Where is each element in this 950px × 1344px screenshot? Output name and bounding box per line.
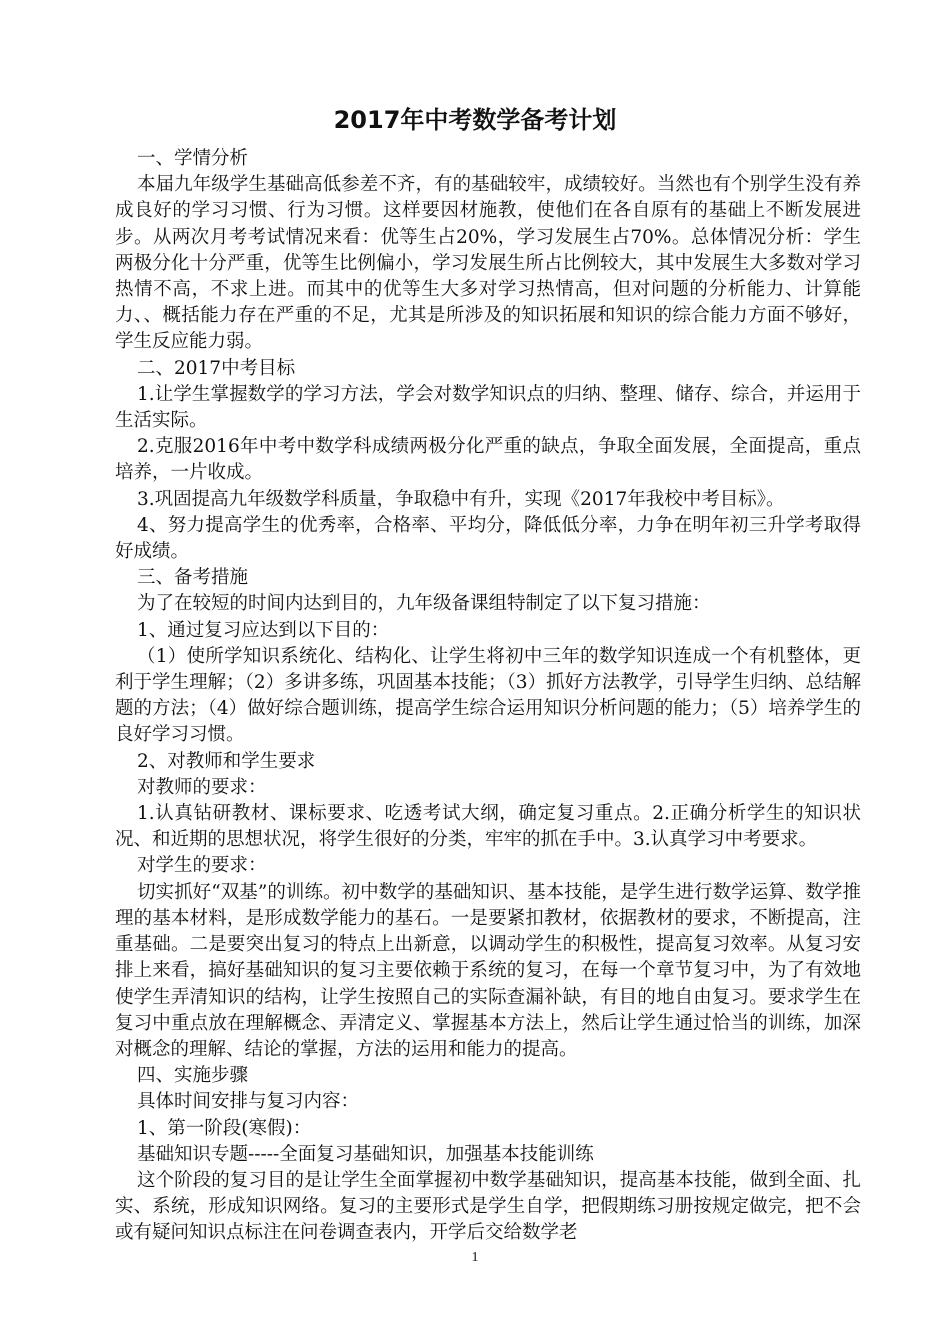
section-heading-3: 三、备考措施: [137, 567, 249, 589]
paragraph: 对教师的要求：: [137, 776, 267, 798]
paragraph: 4、努力提高学生的优秀率，合格率、平均分，降低低分率，力争在明年初三升学考取得好成绩。: [115, 514, 861, 563]
paragraph: 2.克服2016年中考中数学科成绩两极分化严重的缺点，争取全面发展，全面提高，重点培养，一片收成。: [115, 436, 861, 484]
subheading: 2、对教师和学生要求: [137, 750, 316, 772]
subheading: 1、第一阶段(寒假)：: [137, 1117, 312, 1139]
paragraph: 1.让学生掌握数学的学习方法，学会对数学知识点的归纳、整理、储存、综合，并运用于生活实际。: [115, 383, 861, 432]
paragraph: 这个阶段的复习目的是让学生全面掌握初中数学基础知识，提高基本技能，做到全面、扎实、系统，形成知识网络。复习的主要形式是学生自学，把假期练习册按规定做完，把不会或有疑问知识点标注在问卷调查表内，开学后交给数学老: [115, 1169, 861, 1244]
document-body: [115, 146, 861, 1247]
section-heading-4: 四、实施步骤: [137, 1065, 249, 1087]
section-heading-1: 一、学情分析: [137, 148, 249, 169]
document-title: 2017年中考数学备考计划: [333, 106, 617, 134]
paragraph: 切实抓好“双基”的训练。初中数学的基础知识、基本技能，是学生进行数学运算、数学推理的基本材料，是形成数学能力的基石。一是要紧扣教材，依据教材的要求，不断提高，注重基础。二是要突出复习的特点上出新意，以调动学生的积极性，提高复习效率。从复习安排上来看，搞好基础知识的复习主要依赖于系统的复习，在每一个章节复习中，为了有效地使学生弄清知识的结构，让学生按照自己的实际查漏补缺，有目的地自由复习。要求学生在复习中重点放在理解概念、弄清定义、掌握基本方法上，然后让学生通过恰当的训练，加深对概念的理解、结论的掌握，方法的运用和能力的提高。: [115, 881, 861, 1060]
page-number: 1: [471, 1250, 479, 1265]
paragraph: 本届九年级学生基础高低参差不齐，有的基础较牢，成绩较好。当然也有个别学生没有养成良好的学习习惯、行为习惯。这样要因材施教，使他们在各自原有的基础上不断发展进步。从两次月考考试情况来看：优等生占20%，学习发展生占70%。总体情况分析：学生两极分化十分严重，优等生比例偏小，学习发展生所占比例较大，其中发展生大多数对学习热情不高，不求上进。而其中的优等生大多对学习热情高，但对问题的分析能力、计算能力、、概括能力存在严重的不足，尤其是所涉及的知识拓展和知识的综合能力方面不够好，学生反应能力弱。: [115, 174, 861, 353]
paragraph: 对学生的要求：: [137, 855, 267, 877]
paragraph: 基础知识专题-----全面复习基础知识，加强基本技能训练: [137, 1143, 594, 1165]
paragraph: 3.巩固提高九年级数学科质量，争取稳中有升，实现《2017年我校中考目标》。: [137, 488, 785, 510]
paragraph: 为了在较短的时间内达到目的，九年级备课组特制定了以下复习措施：: [137, 593, 711, 615]
paragraph: 具体时间安排与复习内容：: [137, 1091, 360, 1113]
subheading: 1、通过复习应达到以下目的：: [137, 619, 390, 641]
paragraph: （1）使所学知识系统化、结构化、让学生将初中三年的数学知识连成一个有机整体，更利于学生理解；（2）多讲多练，巩固基本技能；（3）抓好方法教学，引导学生归纳、总结解题的方法；（4）做好综合题训练，提高学生综合运用知识分析问题的能力；（5）培养学生的良好学习习惯。: [115, 645, 861, 746]
section-heading-2: 二、2017中考目标: [137, 357, 296, 379]
paragraph: 1.认真钻研教材、课标要求、吃透考试大纲，确定复习重点。2.正确分析学生的知识状况、和近期的思想状况，将学生很好的分类，牢牢的抓在手中。3.认真学习中考要求。: [115, 803, 861, 851]
